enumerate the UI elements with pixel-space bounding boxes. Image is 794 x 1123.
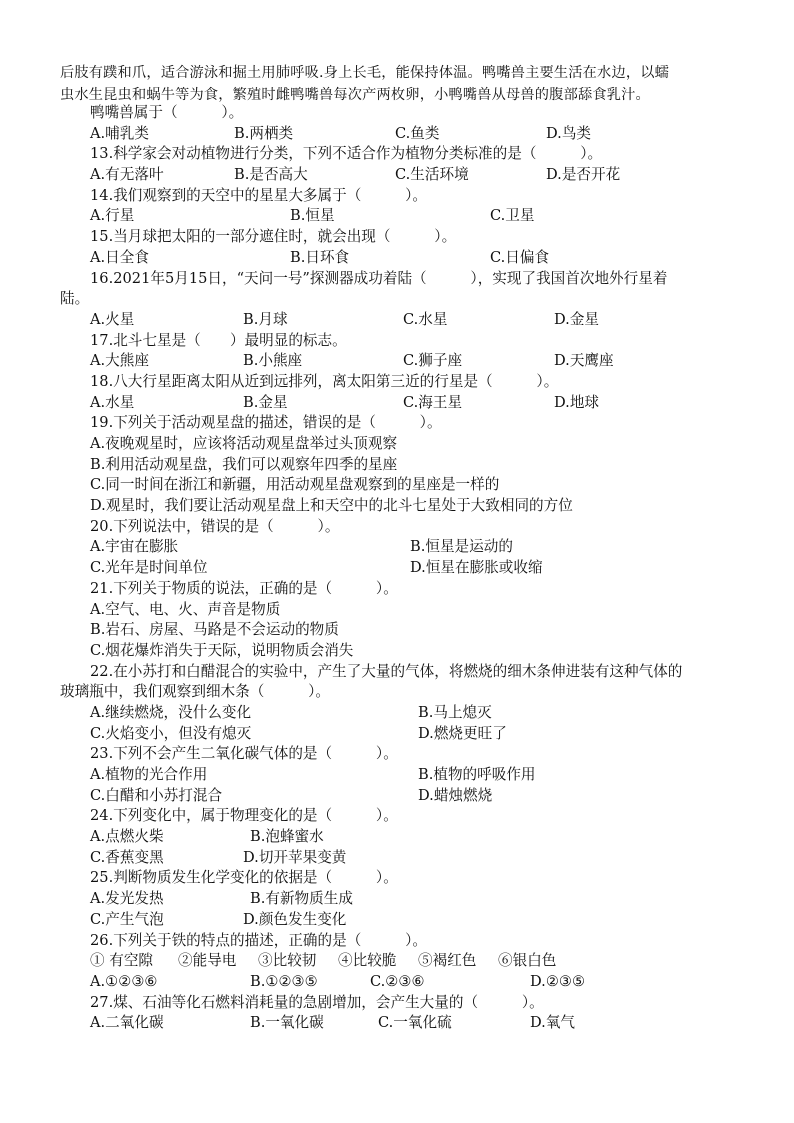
question-20-stem: 20.下列说法中，错误的是（ ）。 — [90, 517, 340, 535]
option: B.利用活动观星盘，我们可以观察年四季的星座 — [90, 455, 398, 473]
question-24-stem: 24.下列变化中，属于物理变化的是（ ）。 — [90, 807, 398, 825]
option: D.切开苹果变黄 — [243, 848, 347, 866]
option: B.是否高大 — [234, 166, 308, 184]
option: A.火星 — [90, 310, 135, 328]
question-12-options — [60, 124, 750, 145]
option: B.一氧化碳 — [250, 1014, 324, 1032]
question-16-options — [60, 310, 750, 331]
feature-item: ⑥银白色 — [498, 952, 557, 970]
question-27-stem: 27.煤、石油等化石燃料消耗量的急剧增加，会产生大量的（ ）。 — [90, 993, 544, 1011]
question-14-stem: 14.我们观察到的天空中的星星大多属于（ ）。 — [90, 186, 427, 204]
option: A.大熊座 — [90, 352, 149, 370]
option: A.①②③⑥ — [90, 972, 158, 990]
question-25-options — [60, 889, 750, 910]
option: D.鸟类 — [546, 124, 592, 142]
question-15-stem: 15.当月球把太阳的一部分遮住时，就会出现（ ）。 — [90, 228, 457, 246]
option: B.岩石、房屋、马路是不会运动的物质 — [90, 621, 339, 639]
question-13-stem: 13.科学家会对动植物进行分类，下列不适合作为植物分类标准的是（ ）。 — [90, 145, 603, 163]
option: C.一氧化硫 — [378, 1014, 452, 1032]
option: D.氧气 — [530, 1014, 576, 1032]
question-25-stem: 25.判断物质发生化学变化的依据是（ ）。 — [90, 869, 398, 887]
question-26-options — [60, 972, 750, 993]
question-13-options — [60, 165, 750, 186]
question-22-options — [60, 703, 750, 724]
option: B.马上熄灭 — [418, 703, 492, 721]
option: B.日环食 — [290, 248, 350, 266]
option: B.月球 — [243, 310, 288, 328]
option: C.②③⑥ — [370, 972, 425, 990]
question-22-stem-cont: 玻璃瓶中，我们观察到细木条（ ）。 — [60, 683, 330, 701]
question-19-stem: 19.下列关于活动观星盘的描述，错误的是（ ）。 — [90, 414, 442, 432]
option: D.②③⑤ — [530, 972, 586, 990]
question-27-options — [60, 1013, 750, 1034]
option: B.金星 — [243, 393, 288, 411]
option: C.鱼类 — [395, 124, 440, 142]
option: D.地球 — [554, 393, 600, 411]
feature-item: ②能导电 — [178, 952, 237, 970]
option: A.水星 — [90, 393, 135, 411]
question-26-stem: 26.下列关于铁的特点的描述，正确的是（ ）。 — [90, 931, 427, 949]
option: A.夜晚观星时，应该将活动观星盘举过头顶观察 — [90, 435, 398, 452]
option: B.恒星 — [290, 207, 335, 225]
option: C.生活环境 — [395, 166, 469, 184]
question-17-stem: 17.北斗七星是（ ）最明显的标志。 — [90, 331, 347, 349]
option: C.光年是时间单位 — [90, 559, 208, 577]
option: C.同一时间在浙江和新疆，用活动观星盘观察到的星座是一样的 — [90, 476, 500, 494]
question-23-stem: 23.下列不会产生二氧化碳气体的是（ ）。 — [90, 745, 398, 763]
option: A.日全食 — [90, 248, 149, 266]
feature-item: ④比较脆 — [338, 952, 397, 970]
option: B.小熊座 — [243, 352, 303, 370]
option: C.海王星 — [403, 393, 463, 411]
option: D.蜡烛燃烧 — [418, 786, 493, 804]
option: C.火焰变小，但没有熄灭 — [90, 724, 252, 742]
option: B.植物的呼吸作用 — [418, 766, 536, 783]
question-21-stem: 21.下列关于物质的说法，正确的是（ ）。 — [90, 579, 398, 597]
option: C.日偏食 — [490, 248, 550, 266]
question-25-options — [60, 910, 750, 931]
option: A.二氧化碳 — [90, 1014, 164, 1032]
question-18-options — [60, 393, 750, 414]
option: D.天鹰座 — [554, 352, 614, 370]
option: D.是否开花 — [546, 166, 621, 184]
question-20-options — [60, 537, 750, 558]
option: A.发光发热 — [90, 890, 164, 908]
option: C.水星 — [403, 310, 448, 328]
option: A.点燃火柴 — [90, 828, 164, 846]
question-list — [60, 103, 750, 1034]
question-23-options — [60, 786, 750, 807]
intro-paragraph — [60, 62, 740, 106]
question-15-options — [60, 248, 750, 269]
question-26-features — [60, 951, 750, 972]
question-18-stem: 18.八大行星距离太阳从近到远排列，离太阳第三近的行星是（ ）。 — [90, 372, 559, 390]
option: C.卫星 — [490, 207, 535, 225]
option: C.产生气泡 — [90, 910, 164, 928]
question-16-stem: 16.2021年5月15日，“天问一号”探测器成功着陆（ ），实现了我国首次地外行星着 — [90, 269, 668, 287]
intro-line: 后肢有蹼和爪，适合游泳和掘土用肺呼吸.身上长毛，能保持体温。鸭嘴兽主要生活在水边，以蠕 — [60, 65, 669, 81]
option: D.燃烧更旺了 — [418, 724, 507, 742]
question-24-options — [60, 848, 750, 869]
option: A.哺乳类 — [90, 124, 149, 142]
question-16-stem-cont: 陆。 — [60, 290, 90, 308]
option: D.恒星在膨胀或收缩 — [410, 559, 543, 577]
question-12-stem: 鸭嘴兽属于（ ）。 — [90, 104, 244, 121]
option: A.行星 — [90, 207, 135, 225]
option: B.①②③⑤ — [250, 972, 318, 990]
feature-item: ⑤褐红色 — [418, 952, 477, 970]
option: B.两栖类 — [234, 124, 294, 142]
option: B.有新物质生成 — [250, 890, 353, 908]
option: A.有无落叶 — [90, 166, 164, 184]
option: B.泡蜂蜜水 — [250, 828, 324, 846]
question-23-options — [60, 765, 750, 786]
question-20-options — [60, 558, 750, 579]
question-22-stem: 22.在小苏打和白醋混合的实验中，产生了大量的气体，将燃烧的细木条伸进装有这种气体的 — [90, 662, 683, 680]
option: C.狮子座 — [403, 352, 463, 370]
feature-item: ① 有空隙 — [90, 952, 154, 970]
question-24-options — [60, 827, 750, 848]
option: D.颜色发生变化 — [243, 910, 347, 928]
option: B.恒星是运动的 — [410, 538, 513, 556]
option: C.香蕉变黑 — [90, 848, 164, 866]
option: C.烟花爆炸消失于天际，说明物质会消失 — [90, 641, 354, 659]
option: D.观星时，我们要让活动观星盘上和天空中的北斗七星处于大致相同的方位 — [90, 497, 573, 515]
option: A.植物的光合作用 — [90, 766, 208, 783]
feature-item: ③比较韧 — [258, 952, 317, 970]
option: A.继续燃烧，没什么变化 — [90, 703, 252, 721]
intro-line: 虫水生昆虫和蜗牛等为食，繁殖时雌鸭嘴兽每次产两枚卵，小鸭嘴兽从母兽的腹部舔食乳汁。 — [60, 87, 650, 103]
question-22-options — [60, 724, 750, 745]
option: A.宇宙在膨胀 — [90, 538, 179, 556]
question-17-options — [60, 351, 750, 372]
question-14-options — [60, 206, 750, 227]
option: A.空气、电、火、声音是物质 — [90, 600, 281, 618]
option: D.金星 — [554, 310, 600, 328]
option: C.白醋和小苏打混合 — [90, 786, 223, 804]
